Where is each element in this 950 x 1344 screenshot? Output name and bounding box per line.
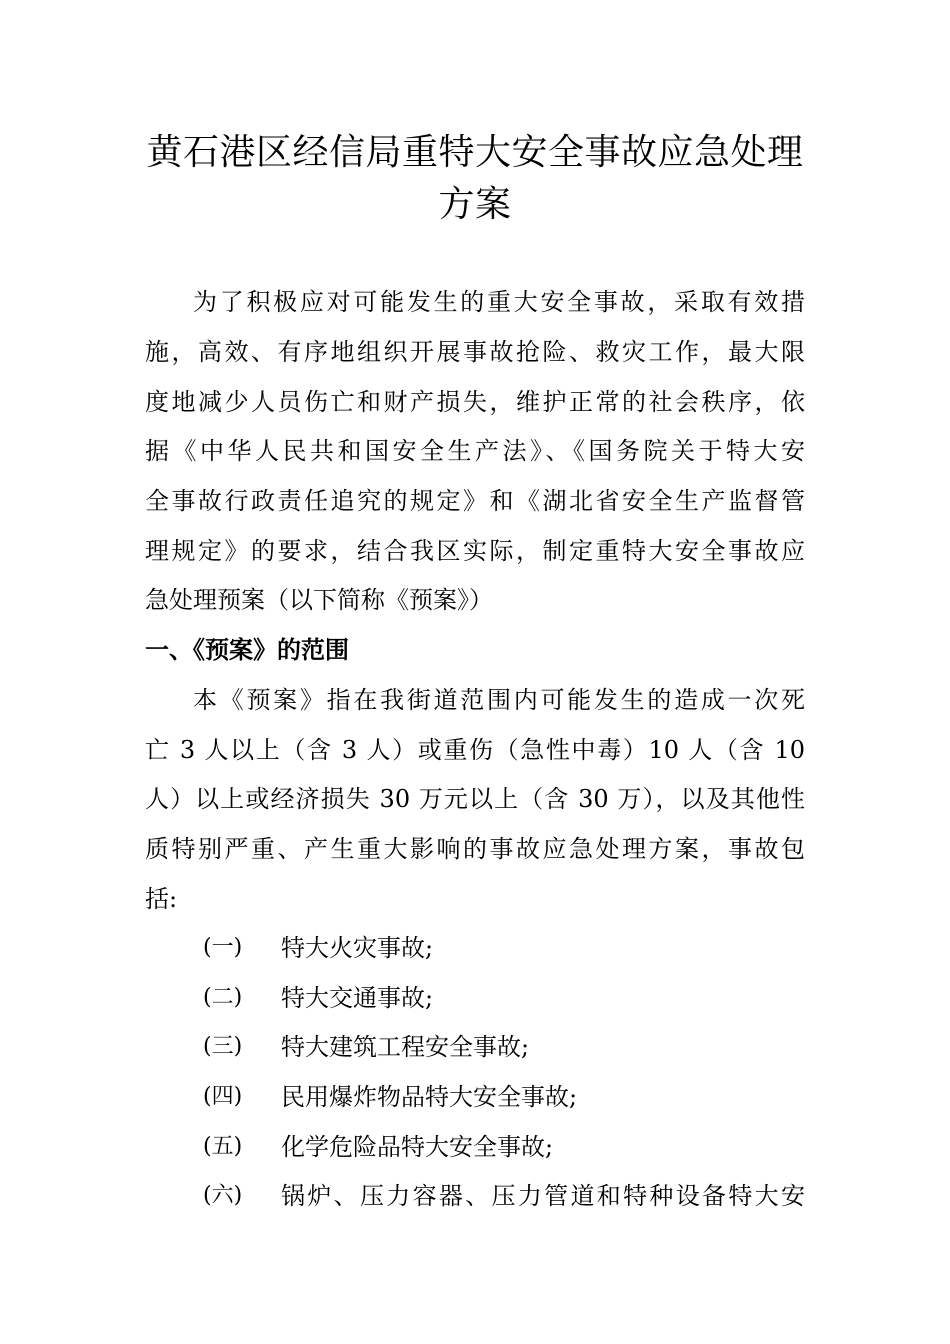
scope-paragraph-line: 括: — [145, 885, 178, 913]
scope-paragraph-line: 亡 3 人以上（含 3 人）或重伤（急性中毒）10 人（含 10 — [145, 736, 805, 764]
list-item-number: (一) — [203, 935, 243, 960]
scope-paragraph-line: 人）以上或经济损失 30 万元以上（含 30 万），以及其他性 — [145, 785, 805, 813]
list-item-number: (二) — [203, 985, 243, 1010]
document-title-line-1: 黄石港区经信局重特大安全事故应急处理 — [146, 132, 804, 173]
list-item-number: (四) — [203, 1084, 243, 1109]
document-title-line-2: 方案 — [438, 184, 512, 225]
list-item-number: (六) — [203, 1183, 243, 1208]
intro-paragraph-line: 据《中华人民共和国安全生产法》、《国务院关于特大安 — [145, 437, 805, 465]
scope-paragraph-line: 质特别严重、产生重大影响的事故应急处理方案，事故包 — [145, 835, 805, 863]
intro-paragraph-line: 急处理预案（以下简称《预案》） — [145, 586, 493, 614]
intro-paragraph-line: 理规定》的要求，结合我区实际，制定重特大安全事故应 — [145, 537, 805, 565]
intro-paragraph-line: 全事故行政责任追究的规定》和《湖北省安全生产监督管 — [145, 487, 805, 515]
intro-paragraph-line: 为了积极应对可能发生的重大安全事故，采取有效措 — [193, 288, 805, 316]
scope-paragraph-line: 本《预案》指在我街道范围内可能发生的造成一次死 — [193, 686, 805, 714]
list-item-number: (三) — [203, 1034, 243, 1059]
section-heading-scope: 一、《预案》的范围 — [145, 635, 349, 664]
list-item-text: 特大交通事故; — [281, 984, 434, 1012]
intro-paragraph-line: 施，高效、有序地组织开展事故抢险、救灾工作，最大限 — [145, 338, 805, 366]
list-item-text: 民用爆炸物品特大安全事故; — [281, 1083, 578, 1111]
list-item-text: 锅炉、压力容器、压力管道和特种设备特大安 — [281, 1182, 805, 1210]
list-item-number: (五) — [203, 1134, 243, 1159]
list-item-text: 化学危险品特大安全事故; — [281, 1133, 554, 1161]
intro-paragraph-line: 度地减少人员伤亡和财产损失，维护正常的社会秩序，依 — [145, 388, 805, 416]
list-item-text: 特大建筑工程安全事故; — [281, 1033, 530, 1061]
list-item-text: 特大火灾事故; — [281, 934, 434, 962]
